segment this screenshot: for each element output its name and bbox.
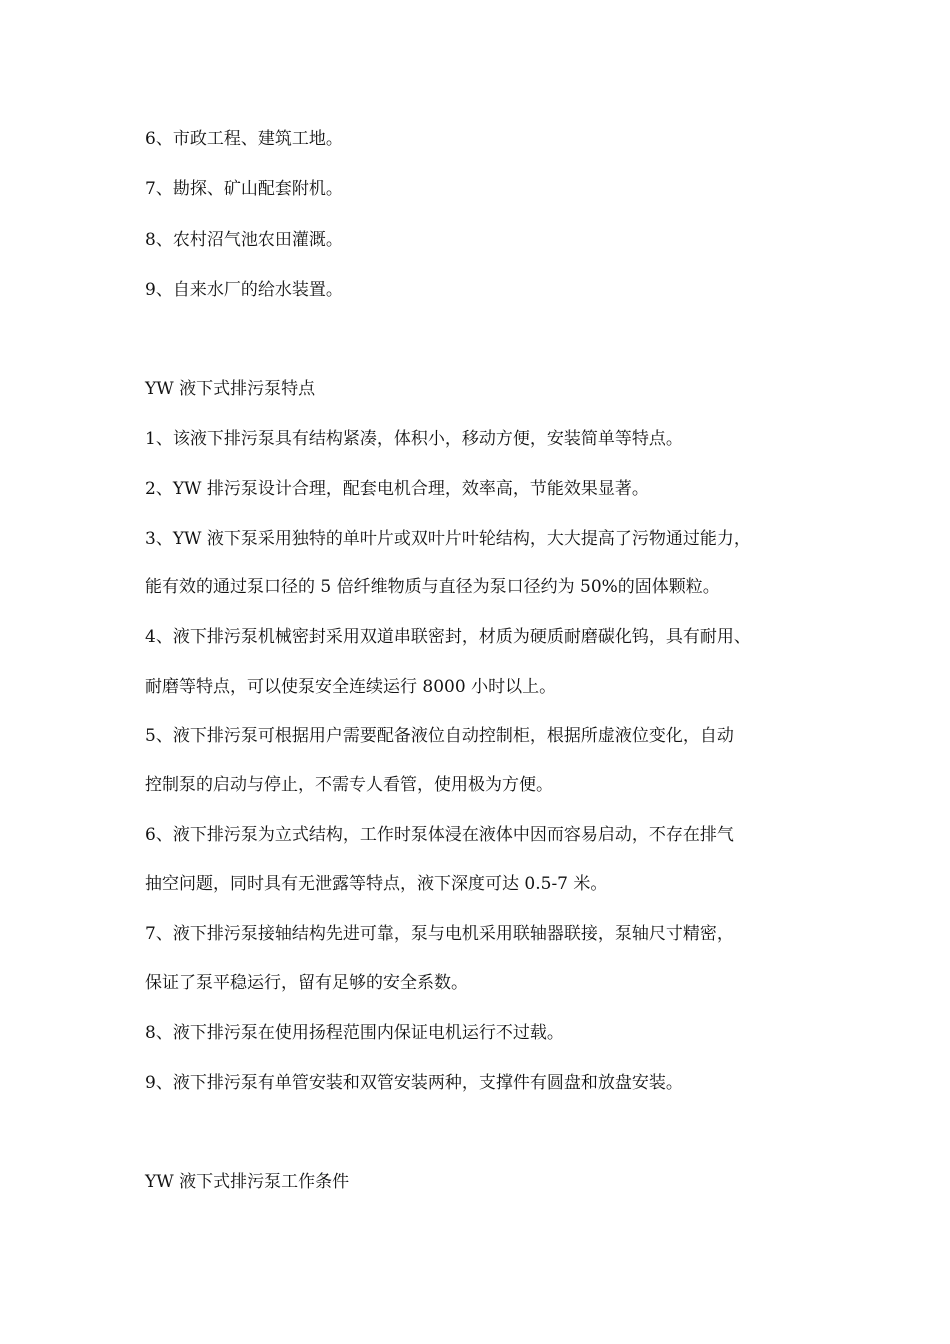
paragraph-line: 3、YW 液下泵采用独特的单叶片或双叶片叶轮结构，大大提高了污物通过能力， [145,529,751,549]
paragraph-line: 控制泵的启动与停止，不需专人看管，使用极为方便。 [145,775,553,795]
paragraph-line: 4、液下排污泵机械密封采用双道串联密封，材质为硬质耐磨碳化钨，具有耐用、 [145,627,751,647]
paragraph-line: 保证了泵平稳运行，留有足够的安全系数。 [145,973,468,993]
paragraph-line: 7、液下排污泵接轴结构先进可靠，泵与电机采用联轴器联接，泵轴尺寸精密， [145,924,734,944]
list-item: 8、农村沼气池农田灌溉。 [145,230,343,250]
list-item: 9、自来水厂的给水装置。 [145,280,343,300]
paragraph-line: 8、液下排污泵在使用扬程范围内保证电机运行不过载。 [145,1023,564,1043]
list-item: 6、市政工程、建筑工地。 [145,129,343,149]
paragraph-line: 能有效的通过泵口径的 5 倍纤维物质与直径为泵口径约为 50%的固体颗粒。 [145,577,720,597]
section-heading-features: YW 液下式排污泵特点 [145,379,316,399]
paragraph-line: 抽空问题，同时具有无泄露等特点，液下深度可达 0.5-7 米。 [145,874,608,894]
paragraph-line: 9、液下排污泵有单管安装和双管安装两种，支撑件有圆盘和放盘安装。 [145,1073,683,1093]
paragraph-line: 5、液下排污泵可根据用户需要配备液位自动控制柜，根据所虚液位变化，自动 [145,726,734,746]
paragraph-line: 6、液下排污泵为立式结构，工作时泵体浸在液体中因而容易启动，不存在排气 [145,825,734,845]
section-heading-conditions: YW 液下式排污泵工作条件 [145,1172,350,1192]
paragraph-line: 1、该液下排污泵具有结构紧凑，体积小，移动方便，安装简单等特点。 [145,429,683,449]
list-item: 7、勘探、矿山配套附机。 [145,179,343,199]
paragraph-line: 耐磨等特点，可以使泵安全连续运行 8000 小时以上。 [145,677,557,697]
paragraph-line: 2、YW 排污泵设计合理，配套电机合理，效率高，节能效果显著。 [145,479,649,499]
